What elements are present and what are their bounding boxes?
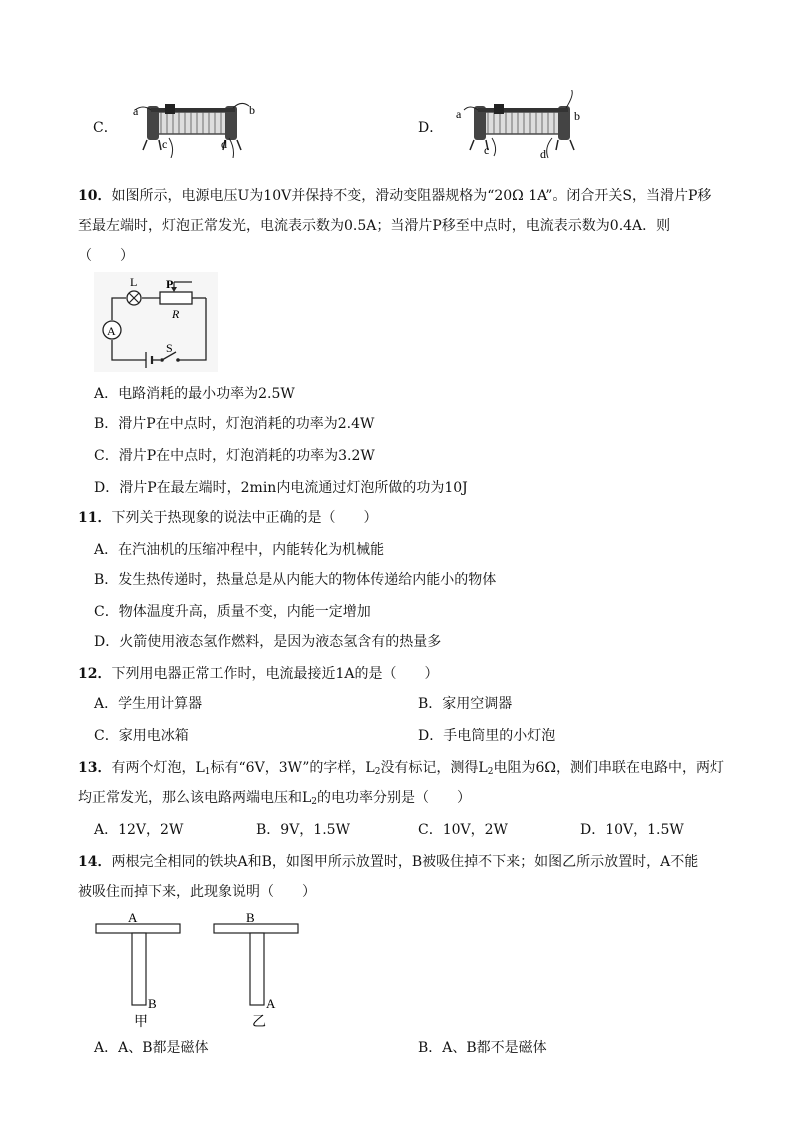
q10-fig-A: A (107, 324, 116, 338)
q14-stem-line1 (78, 852, 698, 872)
q13-sub4: 2 (311, 797, 318, 807)
q13-stem1-c: 没有标记，测得L (380, 760, 488, 776)
q11-option-a: A．在汽油机的压缩冲程中，内能转化为机械能 (94, 542, 385, 558)
q10-option-a: A．电路消耗的最小功率为2.5W (94, 386, 295, 402)
yi-caption: 乙 (252, 1015, 266, 1030)
q13-option-c: C．10V，2W (418, 822, 508, 838)
q13-stem2-a: 均正常发光，那么该电路两端电压和L (78, 790, 312, 806)
q9-option-c-label: C． (93, 120, 118, 136)
q14-magnet-figure (92, 908, 312, 1032)
q9d-label-a: a (456, 107, 462, 121)
q12-option-b: B．家用空调器 (418, 696, 513, 712)
q9c-label-d: d (221, 137, 227, 151)
q11-option-c: C．物体温度升高，质量不变，内能一定增加 (94, 604, 371, 620)
q13-sub3: 2 (487, 767, 494, 777)
resistor-icon (160, 292, 192, 304)
q9d-label-d: d (540, 147, 546, 160)
q14-stem1: 两根完全相同的铁块A和B，如图甲所示放置时，B被吸住掉不下来；如图乙所示放置时，A不能 (111, 854, 699, 870)
q13-option-d: D．10V，1.5W (580, 822, 684, 838)
q10-stem2: 至最左端时，灯泡正常发光，电流表示数为0.5A；当滑片P移至中点时，电流表示数为0.4A．则 (78, 218, 671, 234)
q10-fig-L: L (130, 275, 138, 289)
q14-option-a: A．A、B都是磁体 (94, 1040, 209, 1056)
q13-option-a: A．12V，2W (94, 822, 184, 838)
q10-number: 10． (78, 188, 112, 204)
q9-option-d-figure (452, 90, 592, 160)
q10-stem1: 如图所示，电源电压U为10V并保持不变，滑动变阻器规格为“20Ω 1A”。闭合开关S，当滑片P移 (111, 188, 712, 204)
q9-option-c-figure (125, 98, 265, 158)
q10-fig-R: R (172, 307, 180, 321)
q14-option-b: B．A、B都不是磁体 (418, 1040, 547, 1056)
q13-option-b: B．9V，1.5W (256, 822, 350, 838)
q9c-label-a: a (133, 104, 139, 118)
yi-vertical-bar (250, 933, 264, 1005)
jia-label-bottom: B (148, 996, 157, 1011)
jia-horizontal-bar (96, 924, 180, 933)
q13-stem1-b: 标有“6V，3W”的字样，L (210, 760, 375, 776)
q12-option-c: C．家用电冰箱 (94, 728, 189, 744)
q12-stem-line (78, 664, 439, 684)
q11-stem: 下列关于热现象的说法中正确的是（ ） (111, 510, 378, 526)
jia-caption: 甲 (134, 1015, 148, 1030)
q9c-label-c: c (162, 137, 168, 151)
q10-answer-paren: （ ） (78, 248, 134, 264)
q13-sub2: 2 (374, 767, 381, 777)
yi-horizontal-bar (214, 924, 298, 933)
q9-option-d-label: D． (418, 120, 444, 136)
q12-option-a: A．学生用计算器 (94, 696, 203, 712)
q13-sub1: 1 (204, 767, 211, 777)
q12-option-d: D．手电筒里的小灯泡 (418, 728, 556, 744)
q11-option-d: D．火箭使用液态氢作燃料，是因为液态氢含有的热量多 (94, 634, 442, 650)
yi-label-bottom: A (266, 996, 276, 1011)
q9c-label-b: b (249, 103, 255, 117)
q13-stem1-d: 电阻为6Ω，测们串联在电路中，两灯 (493, 760, 724, 776)
q10-fig-P: P (166, 277, 174, 291)
q9d-label-c: c (484, 143, 490, 157)
q10-stem-line1 (78, 186, 711, 206)
q12-number: 12． (78, 666, 112, 682)
q13-stem2-b: 的电功率分别是（ ） (317, 790, 472, 806)
q12-stem: 下列用电器正常工作时，电流最接近1A的是（ ） (111, 666, 439, 682)
q11-option-b: B．发生热传递时，热量总是从内能大的物体传递给内能小的物体 (94, 572, 497, 588)
q13-stem-line1 (78, 758, 724, 782)
q10-option-d: D．滑片P在最左端时，2min内电流通过灯泡所做的功为10J (94, 480, 468, 496)
jia-vertical-bar (132, 933, 146, 1005)
q10-circuit-diagram (94, 272, 218, 372)
q10-fig-S: S (166, 341, 173, 355)
q11-stem-line (78, 508, 377, 528)
yi-label-top: B (246, 910, 255, 925)
q14-stem2: 被吸住而掉下来，此现象说明（ ） (78, 884, 316, 900)
q13-number: 13． (78, 760, 112, 776)
q11-number: 11． (78, 510, 112, 526)
q13-stem-line2 (78, 788, 471, 812)
jia-label-top: A (128, 910, 138, 925)
q10-option-b: B．滑片P在中点时，灯泡消耗的功率为2.4W (94, 416, 375, 432)
q10-option-c: C．滑片P在中点时，灯泡消耗的功率为3.2W (94, 448, 375, 464)
q14-number: 14． (78, 854, 112, 870)
q9d-label-b: b (574, 109, 580, 123)
q13-stem1-a: 有两个灯泡，L (111, 760, 205, 776)
